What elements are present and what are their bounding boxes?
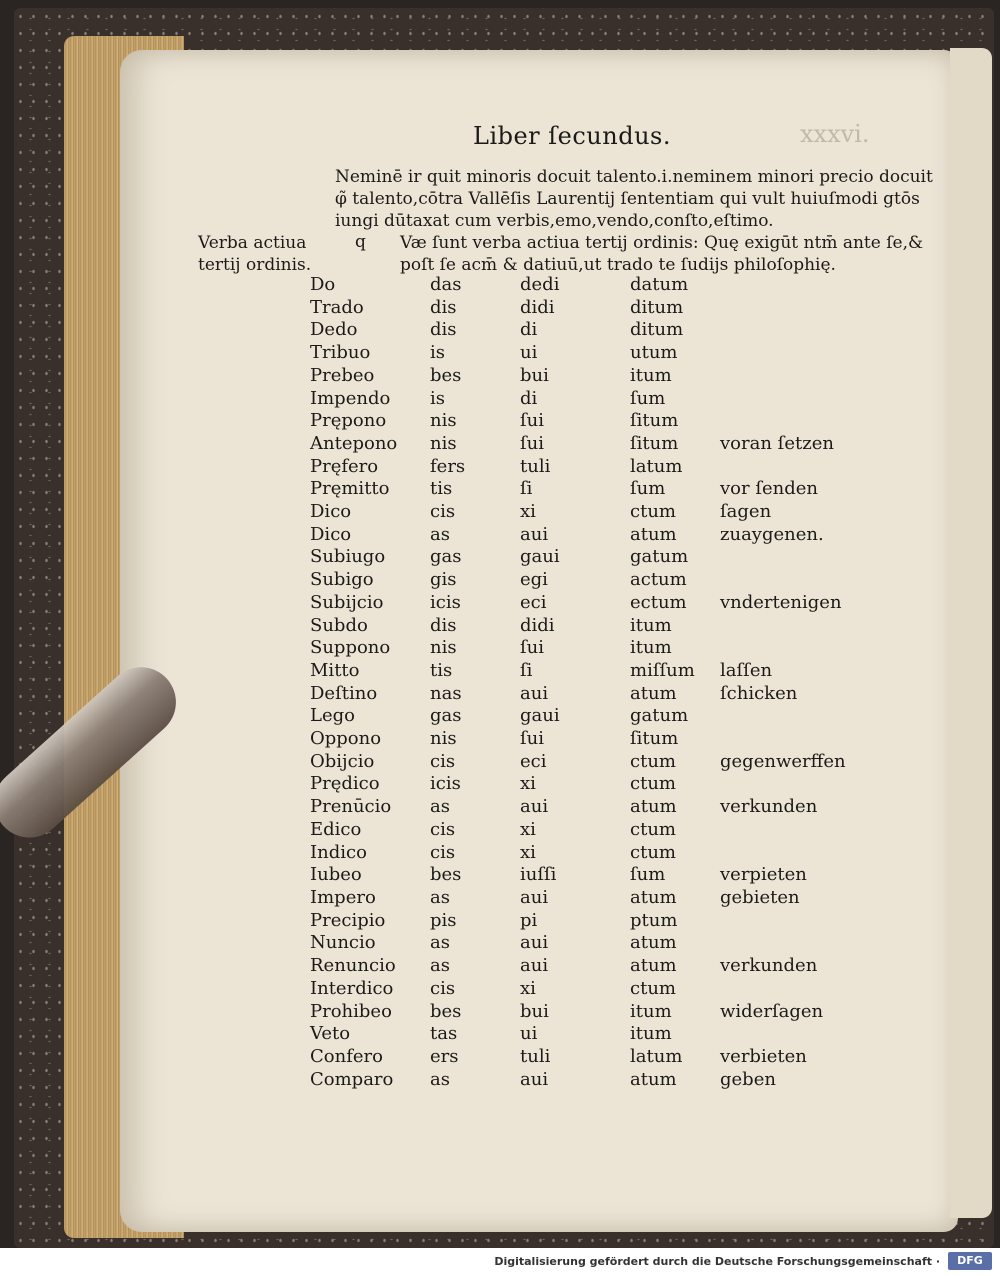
verb-gloss: gebieten [720, 886, 800, 908]
intro-line: Neminē ir quit minoris docuit talento.i.neminem minori precio docuit [335, 167, 933, 187]
verb-lemma: Comparo [310, 1068, 394, 1090]
verb-lemma: Confero [310, 1045, 383, 1067]
verb-lemma: Trado [310, 296, 364, 318]
verb-row [310, 887, 860, 910]
verb-second-person: nas [430, 682, 462, 704]
verb-perfect: ui [520, 1023, 538, 1045]
margin-note-line: Verba actiua [198, 233, 307, 253]
verb-row [310, 955, 860, 978]
verb-second-person: bes [430, 364, 462, 386]
verb-second-person: as [430, 955, 450, 977]
verb-lemma: Indico [310, 841, 367, 863]
verb-gloss: verkunden [720, 955, 818, 977]
verb-perfect: bui [520, 1000, 549, 1022]
verb-supine: itum [630, 364, 672, 386]
verb-table-body [310, 274, 860, 1091]
verb-row [310, 1001, 860, 1024]
verb-perfect: xi [520, 977, 536, 999]
verb-perfect: aui [520, 886, 549, 908]
verb-supine: atum [630, 796, 677, 818]
verb-lemma: Tribuo [310, 342, 371, 364]
verb-lemma: Mitto [310, 659, 360, 681]
footer-credit: Digitalisierung gefördert durch die Deutsche Forschungsgemeinschaft · [494, 1255, 940, 1268]
section-line: Væ ſunt verba actiua tertij ordinis: Quę exigūt ntm̄ ante ſe,& [400, 233, 924, 253]
verb-row [310, 433, 860, 456]
verb-supine: gatum [630, 705, 689, 727]
verb-supine: ctum [630, 841, 676, 863]
verb-gloss: ſagen [720, 501, 772, 523]
verb-lemma: Prędico [310, 773, 380, 795]
verb-row [310, 1069, 860, 1092]
verb-supine: ctum [630, 750, 676, 772]
verb-second-person: as [430, 796, 450, 818]
verb-gloss: gegenwerffen [720, 750, 846, 772]
verb-perfect: xi [520, 841, 536, 863]
verb-perfect: aui [520, 523, 549, 545]
verb-perfect: ſui [520, 728, 545, 750]
verb-gloss [720, 637, 860, 660]
verb-supine: ſum [630, 387, 666, 409]
verb-perfect: aui [520, 1068, 549, 1090]
intro-line: iungi dūtaxat cum verbis,emo,vendo,conſto,eſtimo. [335, 211, 774, 231]
verb-perfect: ſui [520, 410, 545, 432]
verb-row [310, 819, 860, 842]
verb-perfect: tuli [520, 1045, 551, 1067]
verb-perfect: dedi [520, 274, 560, 295]
verb-perfect: aui [520, 932, 549, 954]
verb-second-person: cis [430, 501, 456, 523]
page-header: Liber ſecundus. [473, 122, 671, 150]
intro-line: φ̃ talento,cōtra Vallēſis Laurentij ſententiam qui vult huiuſmodi gtōs [335, 189, 920, 209]
verb-row [310, 932, 860, 955]
verb-lemma: Subijcio [310, 591, 384, 613]
verb-row [310, 637, 860, 660]
verb-gloss [720, 705, 860, 728]
verb-supine: ctum [630, 977, 676, 999]
verb-perfect: pi [520, 909, 538, 931]
verb-row [310, 864, 860, 887]
digitization-footer [0, 1248, 1000, 1276]
verb-supine: latum [630, 1045, 683, 1067]
verb-second-person: dis [430, 614, 457, 636]
verb-row [310, 773, 860, 796]
verb-gloss [720, 842, 860, 865]
right-page-edge [950, 48, 992, 1218]
verb-lemma: Iubeo [310, 864, 362, 886]
verb-row [310, 660, 860, 683]
verb-row [310, 705, 860, 728]
section-text [400, 232, 923, 276]
verb-lemma: Prohibeo [310, 1000, 392, 1022]
verb-perfect: di [520, 319, 538, 341]
verb-gloss [720, 819, 860, 842]
verb-supine: ditum [630, 319, 684, 341]
verb-perfect: eci [520, 591, 547, 613]
verb-lemma: Suppono [310, 637, 391, 659]
verb-supine: gatum [630, 546, 689, 568]
show-through-header: xxxvi. [800, 120, 870, 148]
verb-second-person: as [430, 523, 450, 545]
verb-gloss [720, 297, 860, 320]
verb-row [310, 615, 860, 638]
verb-supine: latum [630, 455, 683, 477]
verb-perfect: didi [520, 296, 555, 318]
verb-lemma: Do [310, 274, 336, 295]
verb-lemma: Dico [310, 523, 352, 545]
verb-row [310, 842, 860, 865]
verb-second-person: tas [430, 1023, 458, 1045]
section-line: poſt ſe acm̄ & datiuū,ut trado te ſudijs philoſophię. [400, 255, 836, 275]
verb-supine: itum [630, 1000, 672, 1022]
verb-perfect: egi [520, 569, 548, 591]
verb-second-person: fers [430, 455, 466, 477]
verb-lemma: Impendo [310, 387, 391, 409]
verb-lemma: Pręmitto [310, 478, 390, 500]
margin-note-line: tertij ordinis. [198, 255, 312, 275]
verb-lemma: Prępono [310, 410, 387, 432]
verb-lemma: Obijcio [310, 750, 375, 772]
verb-second-person: ers [430, 1045, 459, 1067]
verb-supine: itum [630, 614, 672, 636]
verb-perfect: di [520, 387, 538, 409]
verb-gloss [720, 546, 860, 569]
verb-row [310, 365, 860, 388]
verb-supine: atum [630, 886, 677, 908]
verb-second-person: nis [430, 410, 457, 432]
verb-lemma: Dedo [310, 319, 358, 341]
verb-row [310, 751, 860, 774]
verb-supine: ctum [630, 501, 676, 523]
verb-supine: itum [630, 1023, 672, 1045]
verb-supine: atum [630, 932, 677, 954]
verb-gloss: laſſen [720, 659, 773, 681]
verb-second-person: icis [430, 773, 461, 795]
verb-row [310, 274, 860, 297]
verb-second-person: bes [430, 1000, 462, 1022]
verb-row [310, 388, 860, 411]
verb-lemma: Precipio [310, 909, 386, 931]
verb-second-person: bes [430, 864, 462, 886]
verb-supine: ſum [630, 864, 666, 886]
verb-gloss [720, 410, 860, 433]
verb-perfect: ſui [520, 432, 545, 454]
verb-gloss [720, 978, 860, 1001]
verb-row [310, 1023, 860, 1046]
initial-letter: q [355, 232, 366, 252]
verb-gloss: vndertenigen [720, 591, 842, 613]
verb-gloss: ſchicken [720, 682, 798, 704]
verb-second-person: gas [430, 705, 462, 727]
verb-gloss: voran ſetzen [720, 432, 834, 454]
verb-gloss [720, 615, 860, 638]
verb-lemma: Prenūcio [310, 796, 392, 818]
verb-second-person: dis [430, 319, 457, 341]
verb-gloss: vor ſenden [720, 478, 819, 500]
verb-row [310, 728, 860, 751]
verb-supine: datum [630, 274, 689, 295]
verb-perfect: tuli [520, 455, 551, 477]
verb-gloss: zuaygenen. [720, 523, 824, 545]
margin-note [198, 232, 311, 276]
verb-lemma: Prebeo [310, 364, 375, 386]
verb-second-person: gis [430, 569, 457, 591]
verb-second-person: das [430, 274, 462, 295]
verb-lemma: Oppono [310, 728, 382, 750]
verb-second-person: gas [430, 546, 462, 568]
verb-supine: miſſum [630, 659, 695, 681]
verb-perfect: ſi [520, 478, 533, 500]
verb-row [310, 683, 860, 706]
verb-gloss [720, 1023, 860, 1046]
verb-supine: ditum [630, 296, 684, 318]
verb-second-person: icis [430, 591, 461, 613]
verb-supine: ctum [630, 818, 676, 840]
verb-gloss: widerſagen [720, 1000, 824, 1022]
verb-gloss [720, 388, 860, 411]
verb-perfect: iuſſi [520, 864, 557, 886]
verb-perfect: ſi [520, 659, 533, 681]
verb-second-person: as [430, 886, 450, 908]
verb-second-person: as [430, 1068, 450, 1090]
verb-supine: actum [630, 569, 687, 591]
verb-row [310, 501, 860, 524]
verb-lemma: Interdico [310, 977, 394, 999]
verb-perfect: bui [520, 364, 549, 386]
verb-second-person: dis [430, 296, 457, 318]
verb-gloss [720, 728, 860, 751]
verb-gloss [720, 932, 860, 955]
verb-second-person: nis [430, 432, 457, 454]
verb-lemma: Veto [310, 1023, 351, 1045]
verb-perfect: gaui [520, 546, 560, 568]
verb-row [310, 342, 860, 365]
verb-row [310, 1046, 860, 1069]
verb-lemma: Lego [310, 705, 355, 727]
verb-perfect: eci [520, 750, 547, 772]
verb-supine: atum [630, 682, 677, 704]
verb-perfect: didi [520, 614, 555, 636]
verb-supine: atum [630, 1068, 677, 1090]
verb-gloss: verkunden [720, 796, 818, 818]
verb-row [310, 410, 860, 433]
verb-second-person: pis [430, 909, 457, 931]
verb-second-person: tis [430, 478, 453, 500]
verb-supine: ſum [630, 478, 666, 500]
verb-supine: ſitum [630, 728, 679, 750]
verb-perfect: aui [520, 796, 549, 818]
verb-second-person: as [430, 932, 450, 954]
verb-lemma: Antepono [310, 432, 398, 454]
verb-perfect: aui [520, 682, 549, 704]
verb-lemma: Pręfero [310, 455, 379, 477]
verb-gloss [720, 365, 860, 388]
verb-second-person: cis [430, 818, 456, 840]
verb-perfect: ſui [520, 637, 545, 659]
verb-table [310, 274, 860, 1091]
verb-perfect: xi [520, 501, 536, 523]
verb-second-person: is [430, 387, 445, 409]
intro-paragraph [335, 166, 933, 232]
verb-second-person: nis [430, 637, 457, 659]
verb-lemma: Deſtino [310, 682, 378, 704]
verb-perfect: aui [520, 955, 549, 977]
dfg-logo: DFG [948, 1252, 992, 1270]
verb-gloss [720, 342, 860, 365]
verb-perfect: ui [520, 342, 538, 364]
verb-supine: itum [630, 637, 672, 659]
verb-second-person: is [430, 342, 445, 364]
verb-gloss [720, 569, 860, 592]
verb-lemma: Dico [310, 501, 352, 523]
verb-row [310, 592, 860, 615]
verb-lemma: Subigo [310, 569, 374, 591]
verb-row [310, 569, 860, 592]
verb-gloss [720, 910, 860, 933]
verb-lemma: Subdo [310, 614, 368, 636]
verb-supine: ſitum [630, 432, 679, 454]
verb-gloss: verbieten [720, 1045, 807, 1067]
verb-supine: ectum [630, 591, 687, 613]
verb-row [310, 478, 860, 501]
verb-gloss [720, 274, 860, 297]
verb-second-person: cis [430, 977, 456, 999]
verb-second-person: cis [430, 841, 456, 863]
verb-lemma: Impero [310, 886, 376, 908]
verb-supine: utum [630, 342, 678, 364]
verb-perfect: xi [520, 818, 536, 840]
verb-gloss [720, 319, 860, 342]
verb-gloss [720, 773, 860, 796]
verb-row [310, 297, 860, 320]
verb-gloss: verpieten [720, 864, 807, 886]
verb-lemma: Edico [310, 818, 362, 840]
verb-row [310, 796, 860, 819]
verb-row [310, 546, 860, 569]
verb-second-person: nis [430, 728, 457, 750]
verb-row [310, 910, 860, 933]
verb-row [310, 524, 860, 547]
verb-supine: ptum [630, 909, 678, 931]
verb-lemma: Subiugo [310, 546, 386, 568]
verb-gloss: geben [720, 1068, 776, 1090]
verb-supine: ſitum [630, 410, 679, 432]
verb-row [310, 978, 860, 1001]
verb-supine: atum [630, 523, 677, 545]
verb-supine: ctum [630, 773, 676, 795]
verb-gloss [720, 456, 860, 479]
verb-lemma: Nuncio [310, 932, 376, 954]
verb-perfect: gaui [520, 705, 560, 727]
verb-second-person: tis [430, 659, 453, 681]
verb-lemma: Renuncio [310, 955, 396, 977]
verb-row [310, 456, 860, 479]
verb-perfect: xi [520, 773, 536, 795]
verb-supine: atum [630, 955, 677, 977]
verb-second-person: cis [430, 750, 456, 772]
verb-row [310, 319, 860, 342]
